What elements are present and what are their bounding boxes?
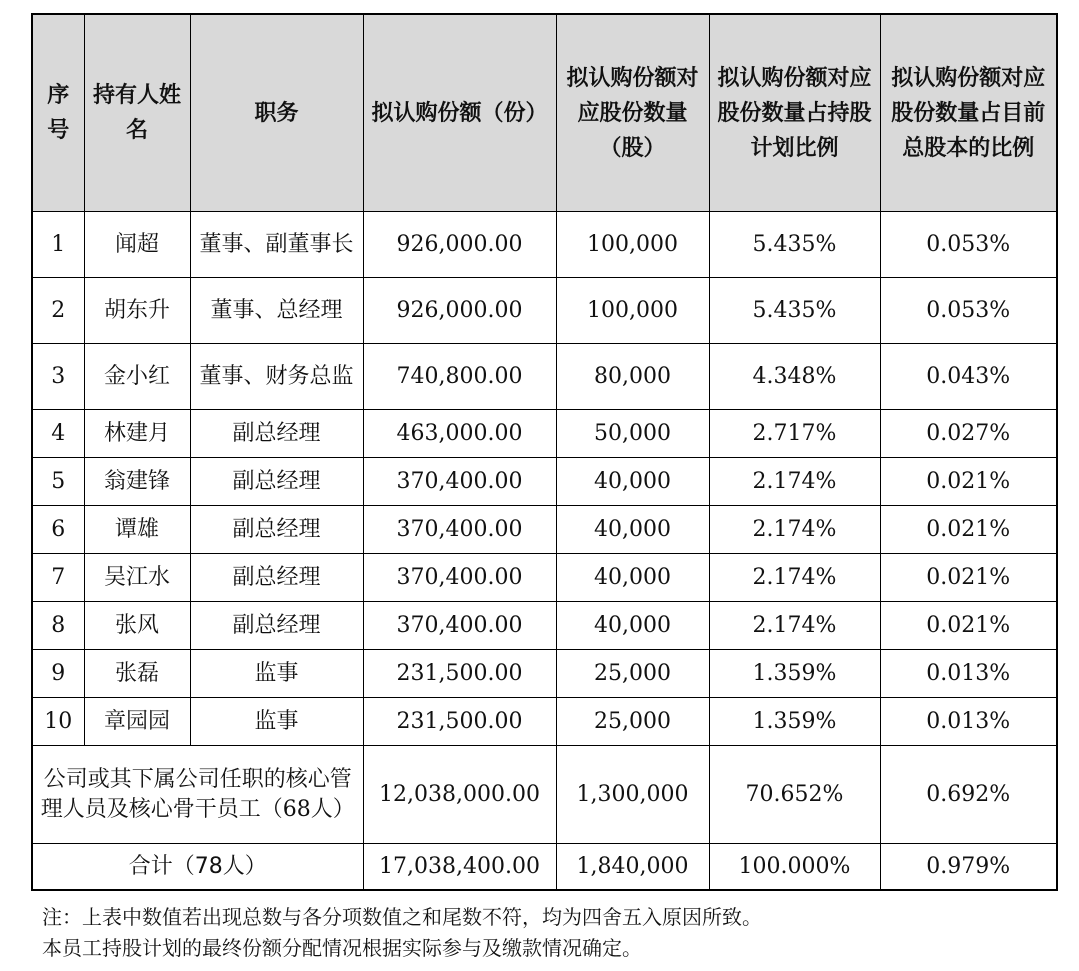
table-row [32,344,1057,410]
cell-plan-ratio: 2.717% [709,410,880,458]
cell-total-ratio: 0.053% [880,212,1057,278]
cell-name: 张风 [84,602,190,650]
core-staff-amount: 12,038,000.00 [363,746,556,844]
cell-index: 10 [32,698,84,746]
header-shares: 拟认购份额对应股份数量（股） [556,14,709,212]
cell-index: 6 [32,506,84,554]
cell-index: 1 [32,212,84,278]
table-notes [42,902,1062,964]
cell-index: 7 [32,554,84,602]
cell-name: 翁建锋 [84,458,190,506]
cell-position: 副总经理 [190,506,363,554]
cell-total-ratio: 0.013% [880,698,1057,746]
total-plan-ratio: 100.000% [709,844,880,891]
cell-name: 吴江水 [84,554,190,602]
note-line: 本员工持股计划的最终份额分配情况根据实际参与及缴款情况确定。 [42,936,642,960]
cell-amount: 926,000.00 [363,212,556,278]
cell-position: 副总经理 [190,602,363,650]
cell-index: 8 [32,602,84,650]
table-row [32,602,1057,650]
core-staff-total-ratio: 0.692% [880,746,1057,844]
cell-position: 董事、总经理 [190,278,363,344]
cell-index: 9 [32,650,84,698]
cell-shares: 40,000 [556,554,709,602]
cell-shares: 100,000 [556,278,709,344]
header-name: 持有人姓名 [84,14,190,212]
cell-index: 2 [32,278,84,344]
cell-position: 监事 [190,698,363,746]
cell-plan-ratio: 1.359% [709,650,880,698]
cell-plan-ratio: 1.359% [709,698,880,746]
cell-total-ratio: 0.021% [880,602,1057,650]
cell-position: 副总经理 [190,554,363,602]
cell-total-ratio: 0.021% [880,506,1057,554]
cell-shares: 50,000 [556,410,709,458]
cell-name: 闻超 [84,212,190,278]
cell-position: 董事、副董事长 [190,212,363,278]
header-plan-ratio: 拟认购份额对应股份数量占持股计划比例 [709,14,880,212]
cell-plan-ratio: 2.174% [709,506,880,554]
total-total-ratio: 0.979% [880,844,1057,891]
cell-shares: 25,000 [556,650,709,698]
total-amount: 17,038,400.00 [363,844,556,891]
table-row [32,458,1057,506]
cell-amount: 370,400.00 [363,602,556,650]
cell-plan-ratio: 5.435% [709,278,880,344]
cell-amount: 370,400.00 [363,554,556,602]
holders-table [31,13,1058,891]
core-staff-label: 公司或其下属公司任职的核心管理人员及核心骨干员工（68人） [32,746,363,844]
cell-name: 林建月 [84,410,190,458]
cell-index: 4 [32,410,84,458]
header-position: 职务 [190,14,363,212]
cell-position: 监事 [190,650,363,698]
cell-position: 副总经理 [190,458,363,506]
total-row [32,844,1057,891]
cell-plan-ratio: 2.174% [709,602,880,650]
table-row [32,278,1057,344]
cell-amount: 926,000.00 [363,278,556,344]
core-staff-plan-ratio: 70.652% [709,746,880,844]
core-staff-row [32,746,1057,844]
cell-amount: 370,400.00 [363,458,556,506]
cell-total-ratio: 0.021% [880,554,1057,602]
table-row [32,506,1057,554]
cell-shares: 40,000 [556,458,709,506]
cell-total-ratio: 0.043% [880,344,1057,410]
header-total-ratio: 拟认购份额对应股份数量占目前总股本的比例 [880,14,1057,212]
cell-plan-ratio: 2.174% [709,554,880,602]
cell-total-ratio: 0.021% [880,458,1057,506]
cell-amount: 740,800.00 [363,344,556,410]
table-row [32,650,1057,698]
cell-amount: 463,000.00 [363,410,556,458]
cell-name: 金小红 [84,344,190,410]
cell-shares: 40,000 [556,602,709,650]
cell-total-ratio: 0.027% [880,410,1057,458]
total-label: 合计（78人） [32,844,363,891]
cell-amount: 231,500.00 [363,698,556,746]
table-row [32,698,1057,746]
cell-plan-ratio: 5.435% [709,212,880,278]
cell-amount: 231,500.00 [363,650,556,698]
cell-name: 胡东升 [84,278,190,344]
cell-shares: 25,000 [556,698,709,746]
cell-index: 3 [32,344,84,410]
core-staff-shares: 1,300,000 [556,746,709,844]
table-row [32,410,1057,458]
total-shares: 1,840,000 [556,844,709,891]
cell-index: 5 [32,458,84,506]
table-row [32,554,1057,602]
note-line: 注：上表中数值若出现总数与各分项数值之和尾数不符，均为四舍五入原因所致。 [42,905,762,929]
cell-shares: 40,000 [556,506,709,554]
cell-name: 章园园 [84,698,190,746]
header-row [32,14,1057,212]
cell-amount: 370,400.00 [363,506,556,554]
cell-name: 张磊 [84,650,190,698]
header-amount: 拟认购份额（份） [363,14,556,212]
header-index: 序号 [32,14,84,212]
cell-total-ratio: 0.053% [880,278,1057,344]
cell-shares: 80,000 [556,344,709,410]
cell-name: 谭雄 [84,506,190,554]
table-row [32,212,1057,278]
cell-plan-ratio: 2.174% [709,458,880,506]
cell-total-ratio: 0.013% [880,650,1057,698]
cell-position: 副总经理 [190,410,363,458]
cell-position: 董事、财务总监 [190,344,363,410]
cell-plan-ratio: 4.348% [709,344,880,410]
cell-shares: 100,000 [556,212,709,278]
